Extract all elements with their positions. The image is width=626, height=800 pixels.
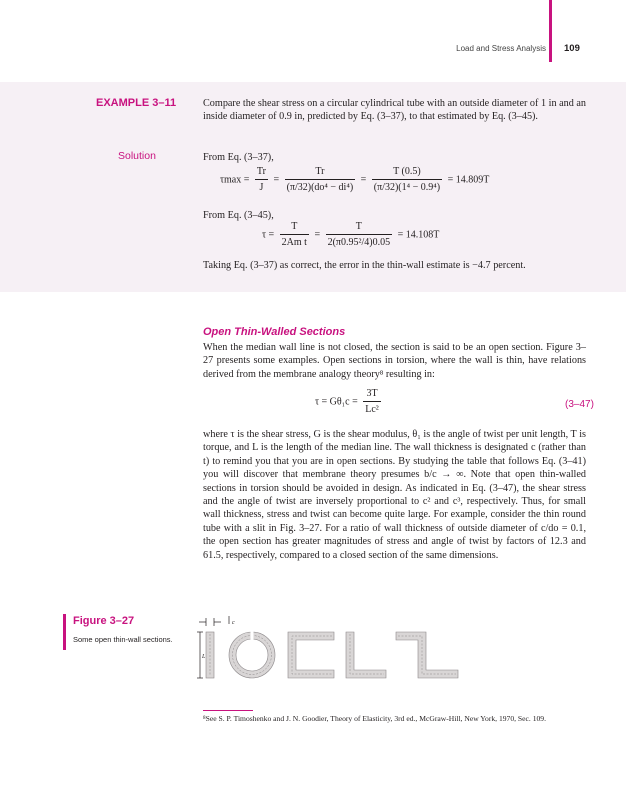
equation-3-47 [315, 389, 384, 415]
example-label: EXAMPLE 3–11 [96, 97, 177, 109]
footnote: ⁸See S. P. Timoshenko and J. N. Goodier, Theory of Elasticity, 3rd ed., McGraw-Hill, New York, 1970, Sec. 109. [203, 714, 546, 723]
example-conclusion: Taking Eq. (3–37) as correct, the error in the thin-wall estimate is −4.7 percent. [203, 260, 526, 271]
from-eq-3-45: From Eq. (3–45), [203, 210, 274, 221]
dim-c-label: c [232, 620, 235, 626]
eq1-fraction-1: $\frac{Tr}{J}$ [256, 166, 266, 193]
equation-tau-thin-wall: τ = $\frac{T}{\text{2Am t}}$ = $\frac{T}{\text{2(π0.95²/4)0.05}}$ = 14.108T [262, 221, 440, 248]
section-body: where τ is the shear stress, G is the shear modulus, θ₁ is the angle of twist per unit length, T is torque, and L is the length of the median line. The wall thickness is designated c (rather than t) to remind you that you are in open sections. By studying the table that follows Eq. (3–41) you will discover that membrane theory presumes b/c → ∞. Note that open thin-walled sections in torsion should be avoided in design. As indicated in Eq. (3–47), the shear stress and the angle of twist are inversely proportional to c² and c³, respectively. Thus, for small wall thickness, stress and twist can become quite large. For example, consider the thin round tube with a slit in Fig. 3–27. For a ratio of wall thickness of outside diameter of c/do = 0.1, the open section has greater magnitudes of stress and angle of twist by factors of 12.3 and 61.5, respectively, compared to a closed section of the same dimensions. [203, 429, 586, 561]
eq2-fraction-2: $\frac{T}{\text{2(π0.95²/4)0.05}}$ [327, 221, 391, 248]
eq2-fraction-1: $\frac{T}{\text{2Am t}}$ [281, 221, 307, 248]
figure-rule [63, 614, 66, 650]
solution-label: Solution [118, 150, 156, 162]
footnote-rule [203, 710, 253, 711]
header-rule [549, 0, 552, 62]
figure-caption: Some open thin-wall sections. [73, 635, 173, 644]
from-eq-3-37: From Eq. (3–37), [203, 152, 274, 163]
slit-tube-section [229, 630, 275, 678]
channel-section [288, 632, 334, 678]
eq2-lhs: τ = [262, 229, 275, 241]
eq1-fraction-3: $\frac{T (0.5)}{\text{(π/32)(1⁴ − 0.9⁴)}}$ [373, 166, 441, 193]
equation-tau-max: τmax = $\frac{Tr}{J}$ = $\frac{Tr}{\text{(π/32)(do⁴ − di⁴)}}$ = $\frac{T (0.5)}{\text{(π/32)(1⁴ − 0.9⁴)}}$ = 14.809T [220, 166, 490, 193]
equation-number: (3–47) [565, 399, 594, 410]
eq1-lhs: τmax = [220, 174, 250, 186]
eq1-fraction-2: $\frac{Tr}{\text{(π/32)(do⁴ − di⁴)}}$ [286, 166, 354, 193]
eq3-lhs: τ = Gθ₁c = [315, 396, 358, 408]
figure-label: Figure 3–27 [73, 615, 135, 627]
eq2-result: = 14.108T [397, 229, 440, 241]
section-heading: Open Thin-Walled Sections [203, 326, 346, 338]
zee-section [396, 632, 458, 678]
thickness-dimension [199, 616, 229, 626]
example-text: Compare the shear stress on a circular cylindrical tube with an outside diameter of 1 in and an inside diameter of 0.9 in, predicted by Eq. (3–37), to that estimated by Eq. (3–45). [203, 98, 586, 123]
dim-L-label: L [202, 654, 206, 660]
eq3-fraction: $\frac{3T}{\text{Lc²}}$ [365, 388, 379, 415]
section-intro: When the median wall line is not closed, the section is said to be an open section. Figure 3–27 presents some examples. Open sections in torsion, where the wall is thin, have relations derived from the membrane analogy theory⁸ resulting in: [203, 342, 586, 380]
angle-section [346, 632, 386, 678]
open-sections-figure [196, 610, 486, 690]
running-head: Load and Stress Analysis [456, 44, 546, 53]
page-number: 109 [564, 43, 580, 54]
eq1-result: = 14.809T [447, 174, 490, 186]
